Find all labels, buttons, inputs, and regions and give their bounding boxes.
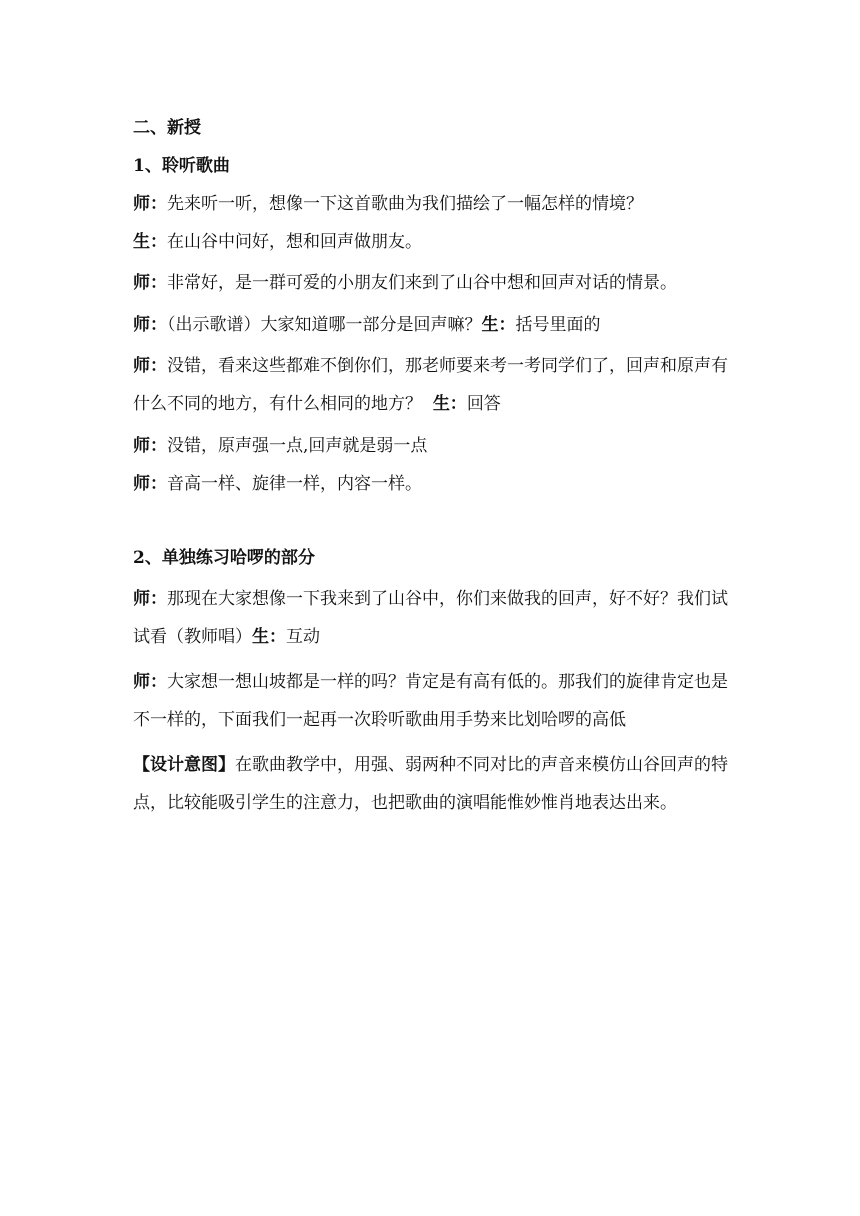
dialogue-text: 没错，原声强一点,回声就是弱一点 bbox=[167, 435, 428, 456]
part2-heading: 2、单独练习哈啰的部分 bbox=[133, 547, 315, 568]
dialogue-text: 先来听一听，想像一下这首歌曲为我们描绘了一幅怎样的情境？ bbox=[167, 194, 643, 214]
speaker-label: 生： bbox=[133, 232, 167, 252]
dialogue-line bbox=[133, 226, 734, 258]
dialogue-line bbox=[133, 188, 734, 220]
speaker-label: 师： bbox=[133, 435, 167, 456]
design-intent-label: 【设计意图】 bbox=[133, 754, 235, 775]
dialogue-text: 互动 bbox=[286, 627, 320, 647]
dialogue-line bbox=[133, 309, 734, 341]
speaker-label: 生： bbox=[481, 314, 516, 335]
dialogue-text: 在山谷中问好，想和回声做朋友。 bbox=[167, 232, 422, 252]
speaker-label: 生： bbox=[432, 394, 467, 414]
speaker-label: 师： bbox=[133, 671, 167, 692]
dialogue-text: 非常好，是一群可爱的小朋友们来到了山谷中想和回声对话的情景。 bbox=[167, 273, 677, 293]
dialogue-line bbox=[133, 430, 734, 462]
dialogue-text: 那现在大家想像一下我来到了山谷中，你们来做我的回声，好不好？我们试试看（教师唱） bbox=[133, 588, 728, 647]
dialogue-line bbox=[133, 468, 734, 500]
part1-heading: 1、聆听歌曲 bbox=[133, 156, 230, 176]
dialogue-text: 没错，看来这些都难不倒你们，那老师要来考一考同学们了，回声和原声有什么不同的地方，有什么相同的地方？ bbox=[133, 355, 728, 414]
speaker-label: 师： bbox=[133, 273, 167, 293]
paragraph-gap bbox=[133, 506, 734, 542]
dialogue-text: 大家想一想山坡都是一样的吗？肯定是有高有低的。那我们的旋律肯定也是不一样的，下面我们一起再一次聆听歌曲用手势来比划哈啰的高低 bbox=[133, 671, 728, 730]
speaker-label: 师： bbox=[133, 314, 167, 335]
dialogue-line bbox=[133, 663, 734, 740]
dialogue-text: 回答 bbox=[466, 394, 501, 414]
speaker-label: 师： bbox=[133, 588, 167, 609]
dialogue-text: 音高一样、旋律一样，内容一样。 bbox=[167, 473, 422, 494]
speaker-label: 师： bbox=[133, 194, 167, 214]
design-intent-paragraph bbox=[133, 746, 734, 823]
dialogue-text: （出示歌谱）大家知道哪一部分是回声嘛？ bbox=[167, 314, 482, 335]
design-intent-text: 在歌曲教学中，用强、弱两种不同对比的声音来模仿山谷回声的特点，比较能吸引学生的注意力，也把歌曲的演唱能惟妙惟肖地表达出来。 bbox=[133, 754, 728, 813]
speaker-label: 生： bbox=[252, 627, 286, 647]
section-title: 二、新授 bbox=[133, 118, 201, 138]
dialogue-line bbox=[133, 580, 734, 657]
speaker-label: 师： bbox=[133, 355, 167, 376]
dialogue-text: 括号里面的 bbox=[515, 314, 601, 335]
dialogue-line bbox=[133, 264, 734, 303]
speaker-label: 师： bbox=[133, 473, 167, 494]
dialogue-line bbox=[133, 347, 734, 424]
